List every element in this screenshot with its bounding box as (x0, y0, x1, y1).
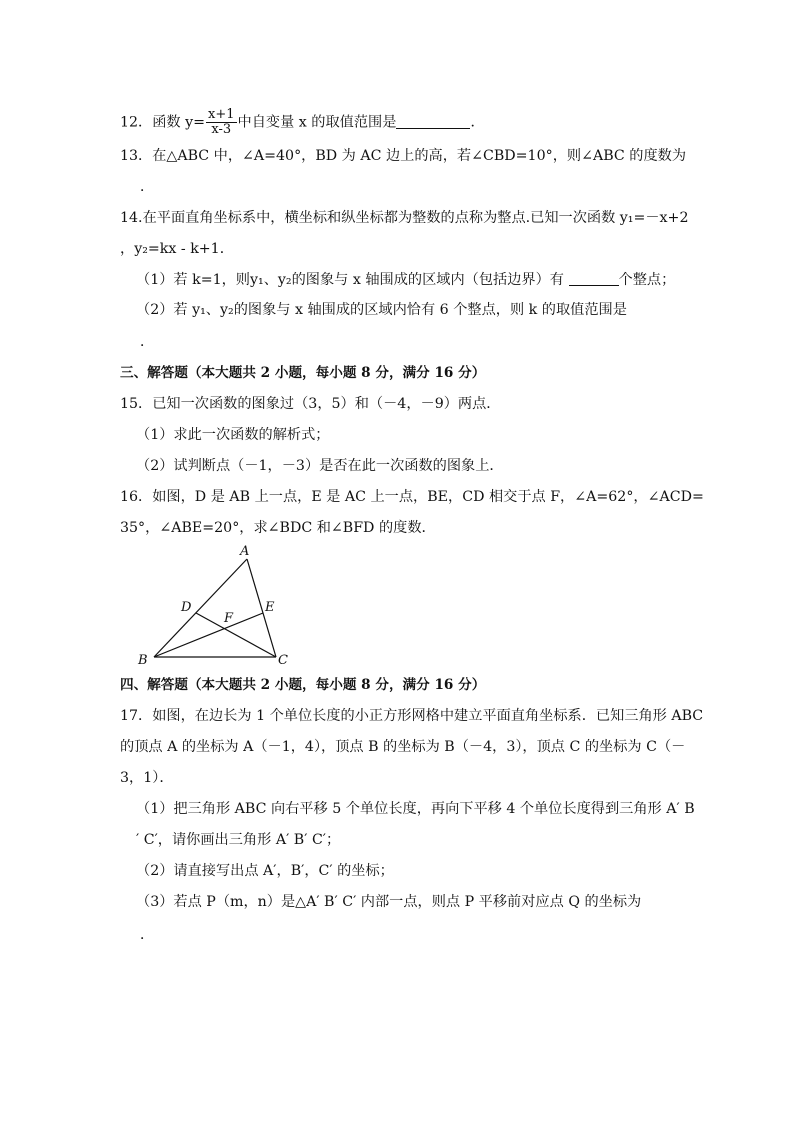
q15-line1: 15．已知一次函数的图象过（3，5）和（－4，－9）两点． (120, 396, 501, 412)
q17-part3: （3）若点 P（m，n）是△A′ B′ C′ 内部一点，则点 P 平移前对应点 Q 的坐标为 (136, 894, 642, 910)
q17-part1b: ′ C′，请你画出三角形 A′ B′ C′； (136, 832, 341, 848)
q14-part2-end: ． (140, 334, 154, 350)
section-4-heading: 四、解答题（本大题共 2 小题，每小题 8 分，满分 16 分） (120, 677, 486, 693)
q15-part2: （2）试判断点（－1，－3）是否在此一次函数的图象上． (136, 458, 504, 474)
q16-triangle-figure (130, 544, 300, 669)
q15-part1: （1）求此一次函数的解析式； (136, 427, 330, 443)
q12-end: ． (470, 114, 485, 131)
q17-part1a: （1）把三角形 ABC 向右平移 5 个单位长度，再向下平移 4 个单位长度得到三角形 A′ B (136, 801, 695, 817)
q12-suffix: 中自变量 x 的取值范围是 (237, 114, 397, 131)
q16-line1: 16．如图，D 是 AB 上一点，E 是 AC 上一点，BE，CD 相交于点 F，∠A=62°，∠ACD= (120, 489, 704, 505)
q12-denominator: x-3 (211, 122, 232, 137)
q12-numerator: x+1 (208, 107, 235, 122)
q12-prefix: 12．函数 y= (120, 114, 206, 131)
q17-line1: 17．如图，在边长为 1 个单位长度的小正方形网格中建立平面直角坐标系．已知三角形 ABC (120, 708, 704, 724)
label-f: F (224, 611, 234, 626)
label-c: C (278, 653, 288, 668)
label-e: E (265, 600, 275, 615)
q14-line1: 14.在平面直角坐标系中，横坐标和纵坐标都为整数的点称为整点.已知一次函数 y₁=－x+2 (120, 210, 689, 226)
q16-line2: 35°，∠ABE=20°，求∠BDC 和∠BFD 的度数． (120, 520, 436, 536)
q14-part1-blank[interactable] (569, 271, 619, 286)
q17-part2: （2）请直接写出点 A′，B′，C′ 的坐标； (136, 863, 394, 879)
q14-part1 (136, 271, 675, 289)
q12-line (120, 108, 485, 137)
segment-ab (154, 559, 247, 657)
q13-line1: 13．在△ABC 中，∠A=40°，BD 为 AC 边上的高，若∠CBD=10°，则∠ABC 的度数为 (120, 148, 687, 164)
label-d: D (181, 600, 192, 615)
q13-line2: ． (140, 179, 154, 195)
q12-fraction (206, 108, 237, 137)
q12-answer-blank[interactable] (396, 114, 470, 129)
q17-line2: 的顶点 A 的坐标为 A（－1，4），顶点 B 的坐标为 B（－4，3），顶点 C 的坐标为 C（－ (120, 739, 686, 755)
q17-part3-end: ． (140, 927, 154, 943)
q17-line3: 3，1）． (120, 770, 174, 786)
q14-part1-end: 个整点； (618, 272, 676, 288)
q14-part2: （2）若 y₁、y₂的图象与 x 轴围成的区域内恰有 6 个整点，则 k 的取值范围是 (136, 302, 627, 318)
section-3-heading: 三、解答题（本大题共 2 小题，每小题 8 分，满分 16 分） (120, 365, 486, 381)
label-a: A (240, 544, 250, 559)
q14-line2: ，y₂=kx - k+1． (120, 241, 234, 257)
q14-part1-text: （1）若 k=1，则y₁、y₂的图象与 x 轴围成的区域内（包括边界）有 (136, 272, 564, 288)
label-b: B (138, 653, 148, 668)
